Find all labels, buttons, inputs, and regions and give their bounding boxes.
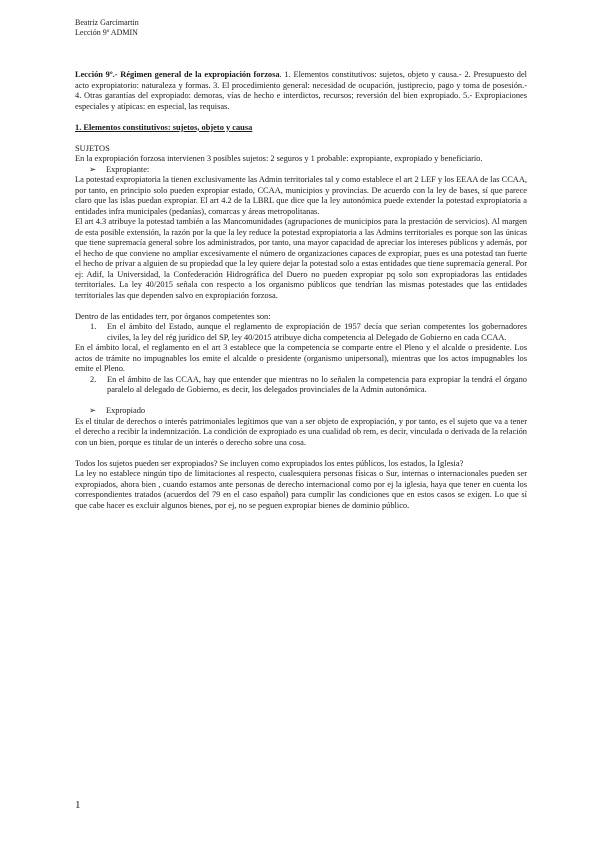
- arrow-bullet-icon: ➢: [89, 406, 97, 415]
- page-number: 1: [75, 799, 81, 811]
- paragraph-organos: Dentro de las entidades terr, por órganos competentes son:: [75, 311, 271, 321]
- list-number: 2.: [90, 374, 97, 384]
- intro-paragraph: [75, 70, 527, 112]
- paragraph-art43: El art 4.3 atribuye la potestad también a las Mancomunidades (agrupaciones de municipios para la prestación de servicios). Al margen de esta posible extensión, la razón por la que la ley reduce la potestad expropiatoria a las Admins territoriales es porque son las únicas que tiene supremacía general sobre los administrados, por tanto, una mayor capacidad de apreciar los intereses públicos y además, por el hecho de que conviene no ampliar excesivamente el número de organizaciones capaces de expropiar, pues es una potestad tan fuerte el hecho de privar a alguien de su propiedad que la ley quiere dejar la potestad solo a estas entidades que tiene supremacía general. Por ej: Adif, la Universidad, la Confederación Hidrográfica del Duero no pueden expropiar pq solo son expropiadoras las entidades territoriales. La ley 40/2015 señala con respecto a los organismo públicos que tendrían las mismas potestades que las entidades territoriales las que dependen salvo en expropiación forzosa.: [75, 217, 527, 300]
- list-item: [75, 322, 527, 343]
- bullet-expropiante: [75, 165, 527, 176]
- list-item: [75, 375, 527, 396]
- paragraph-question: Todos los sujetos pueden ser expropiados? Se incluyen como expropiados los entes públicos, los estados, la Iglesia?: [75, 458, 464, 468]
- section-heading: 1. Elementos constitutivos: sujetos, objeto y causa: [75, 122, 253, 132]
- lesson-summary: . 1. Elementos constitutivos: sujetos, objeto y causa.- 2. Presupuesto del acto expropiatorio: naturaleza y formas. 3. El procedimiento general: necesidad de ocupación, justiprecio, pago y toma de posesión.- 4. Otras garantías del expropiado: demoras, vías de hecho e interdictos, recursos; reversión del bien expropiado. 5.- Expropiaciones especiales y atípicas: en especial, las requisas.: [75, 70, 527, 111]
- document-body: [75, 70, 527, 511]
- paragraph-sujetos: En la expropiación forzosa intervienen 3 posibles sujetos: 2 seguros y 1 probable: expropiante, expropiado y beneficiario.: [75, 154, 483, 163]
- paragraph-limitaciones: La ley no establece ningún tipo de limitaciones al respecto, cualesquiera personas físicas o Sur, internas o internacionales pueden ser expropiados, ahora bien , cuando estamos ante personas de derecho internacional como por ej la iglesia, haya que tener en cuenta los correspondientes tratados (acuerdos del 79 en el caso español) para cumplir las condiciones que en estos casos se exigen. Lo que sí que cabe hacer es excluir algunos bienes, por ej, no se peguen expropiar bienes de dominio público.: [75, 469, 527, 510]
- bullet-expropiado: [75, 406, 527, 417]
- list-item-text: En el ámbito del Estado, aunque el reglamento de expropiación de 1957 decía que serían competentes los gobernadores civiles, la ley del rég jurídico del SP, ley 40/2015 atribuye dicha competencia al Delegado de Gobierno en cada CCAA.: [107, 322, 527, 342]
- arrow-bullet-icon: ➢: [89, 164, 97, 174]
- paragraph-expropiado: Es el titular de derechos o interés patrimoniales legítimos que van a ser objeto de expropiación, y por tanto, es el sujeto que va a tener el derecho a recibir la indemnización. La condición de expropiado es una cualidad ob rem, es decir, vinculada o derivada de la relación con un bien, porque es titular de un interés o derecho sobre una cosa.: [75, 416, 527, 447]
- expropiado-label: Expropiado: [106, 406, 146, 415]
- lesson-label: Lección 9º ADMIN: [75, 28, 138, 37]
- author-name: Beatriz Garcimartin: [75, 18, 139, 27]
- paragraph-potestad: La potestad expropiatoria la tienen exclusivamente las Admin territoriales tal y como establece el art 2 LEF y los EEAA de las CCAA, por tanto, en principio solo pueden expropiar estado, CCAA, municipios y provincias. De acuerdo con la ley de bases, sí que parece claro que las islas puedan expropiar. El art 4.2 de la LBRL que dice que la ley autonómica puede extender la potestad expropiatoria a entidades infra municipales (pedanías), comarcas y áreas metropolitanas.: [75, 175, 527, 216]
- list-item-text: En el ámbito de las CCAA, hay que entender que mientras no lo señalen la competencia para expropiar la tendrá el órgano paralelo al delegado de Gobierno, es decir, los delegados provinciales de la Admin autonómica.: [107, 374, 527, 394]
- sujetos-heading: SUJETOS: [75, 143, 110, 153]
- lesson-title: Lección 9º.- Régimen general de la expropiación forzosa: [75, 70, 280, 79]
- expropiante-label: Expropiante:: [106, 164, 150, 174]
- page-header: [75, 18, 139, 38]
- list-number: 1.: [90, 322, 97, 331]
- paragraph-ambito-local: En el ámbito local, el reglamento en el art 3 establece que la competencia se comparte entre el Pleno y el alcalde o presidente. Los actos de trámite no impugnables los emite el alcalde o presidente (organismo unipersonal), mientras que los actos impugnables los emite el Pleno.: [75, 343, 527, 373]
